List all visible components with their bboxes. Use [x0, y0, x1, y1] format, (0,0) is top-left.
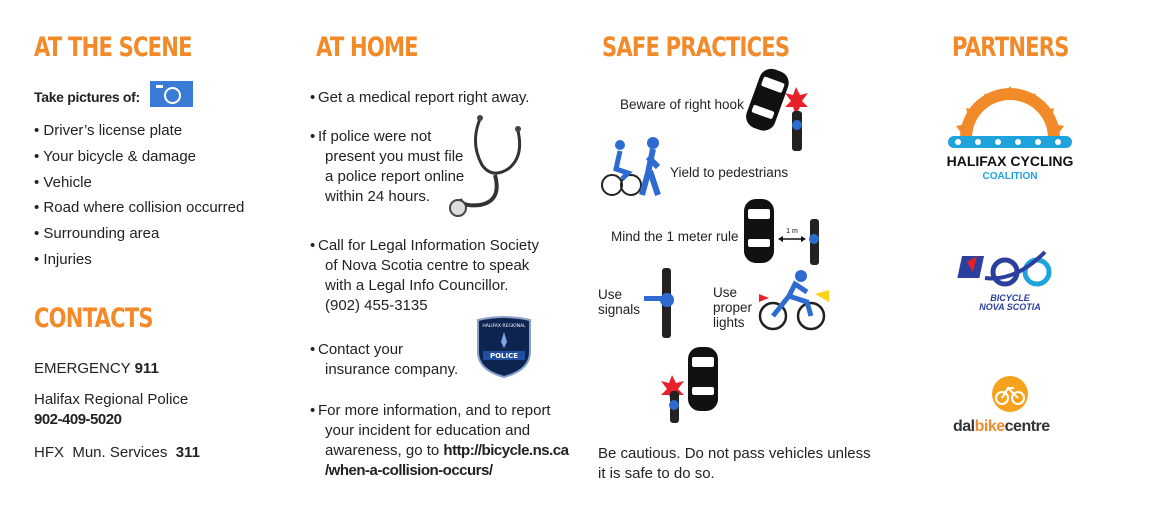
dal-bike-centre-logo — [990, 374, 1030, 414]
right-hook-label: Beware of right hook — [620, 97, 744, 112]
services-number: 311 — [175, 444, 200, 461]
signals-label: Use signals — [598, 287, 641, 317]
police-number: 902-409-5020 — [34, 411, 122, 428]
right-hook-illustration — [738, 65, 818, 155]
meter-rule-label: Mind the 1 meter rule — [611, 229, 739, 244]
safe-heading: SAFE PRACTICES — [602, 32, 790, 63]
pedestrian-illustration — [598, 135, 670, 197]
badge-text: POLICE — [489, 352, 519, 360]
scene-heading: AT THE SCENE — [34, 32, 192, 63]
home-bullet-info: • For more information, and to report your incident for education and awareness, go to http://bicycle.ns.ca /when-a-collision-occurs/ — [318, 401, 568, 481]
bns-line1: BICYCLE — [990, 293, 1030, 303]
services-label: HFX Mun. Services — [34, 444, 168, 461]
info-link-cont[interactable]: /when-a-collision-occurs/ — [325, 462, 493, 479]
list-item: • Vehicle — [34, 170, 244, 196]
lights-label: Use proper lights — [713, 285, 753, 330]
stethoscope-icon — [440, 113, 530, 223]
partners-heading: PARTNERS — [952, 32, 1069, 63]
emergency-label: EMERGENCY — [34, 360, 131, 377]
passing-illustration — [660, 345, 740, 425]
meter-label: 1 m — [786, 228, 798, 235]
pedestrians-label: Yield to pedestrians — [670, 165, 789, 180]
scene-list — [34, 118, 244, 273]
hcc-line2: COALITION — [982, 171, 1038, 182]
signal-illustration — [640, 262, 690, 342]
list-item: • Driver’s license plate — [34, 118, 244, 144]
home-bullet-insurance: • Contact your insurance company. — [318, 340, 458, 380]
meter-rule-illustration — [740, 195, 830, 275]
list-item: • Surrounding area — [34, 221, 244, 247]
caution-text: Be cautious. Do not pass vehicles unless it is safe to do so. — [598, 445, 871, 482]
emergency-number: 911 — [134, 360, 159, 377]
services-contact — [34, 443, 200, 463]
home-bullet-legal: • Call for Legal Information Society of Nova Scotia centre to speak with a Legal Info Councillor. (902) 455-3135 — [318, 236, 539, 316]
list-item: • Road where collision occurred — [34, 195, 244, 221]
info-link[interactable]: http://bicycle.ns.ca — [443, 442, 569, 459]
list-item: • Your bicycle & damage — [34, 144, 244, 170]
contacts-heading: CONTACTS — [34, 303, 153, 334]
bicycle-nova-scotia-logo — [955, 242, 1065, 312]
camera-icon — [150, 81, 193, 107]
list-item: • Injuries — [34, 247, 244, 273]
police-label: Halifax Regional Police — [34, 391, 189, 408]
home-bullet-medical: • Get a medical report right away. — [318, 89, 529, 106]
dal-bike-centre-wordmark: dalbikecentre — [953, 418, 1050, 435]
police-badge-icon — [474, 314, 534, 378]
lights-illustration — [755, 270, 835, 332]
emergency-contact — [34, 359, 159, 379]
hcc-line1: HALIFAX CYCLING — [946, 153, 1074, 169]
take-pictures-label: Take pictures of: — [34, 89, 140, 105]
home-heading: AT HOME — [316, 32, 418, 63]
home-bullet-police: • If police were not present you must file a police report online within 24 hours. — [318, 127, 464, 207]
bns-line2: NOVA SCOTIA — [979, 302, 1041, 312]
halifax-cycling-coalition-logo — [940, 84, 1080, 194]
badge-top-text: HALIFAX REGIONAL — [482, 324, 526, 329]
